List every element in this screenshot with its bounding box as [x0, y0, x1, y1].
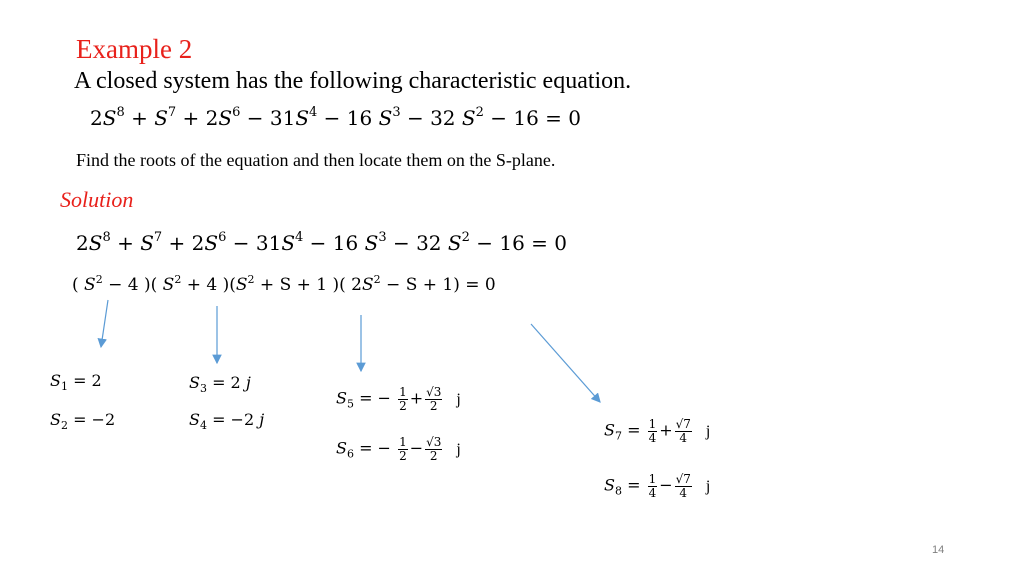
factor-1: ( $S^2 - 4$ ): [72, 273, 151, 295]
root-s3: $S_3 = 2$ j: [189, 373, 251, 395]
slide-title: Example 2: [76, 34, 193, 64]
root-s7: $S_7$ = $\frac{1}{4}$ + $\frac{√7}{4}$ j: [604, 417, 711, 445]
problem-statement: A closed system has the following characteristic equation.: [74, 68, 632, 94]
solution-equation: $2S^8 + S^7 + 2S^6 - 31S^4 - 16$ $S^3 - 32$ $S^2 - 16 = 0$: [76, 230, 568, 255]
root-s2: $S_2 = -2$: [50, 410, 116, 432]
factor-2: ( $S^2 + 4$ ): [150, 273, 230, 295]
factor-3: ($S^2 + S + 1$ ): [229, 273, 340, 295]
arrow-factor-4: [531, 324, 600, 402]
root-s5: $S_5$ = − $\frac{1}{2}$ + $\frac{√3}{2}$ j: [336, 385, 461, 413]
root-s8: $S_8$ = $\frac{1}{4}$ − $\frac{√7}{4}$ j: [604, 472, 711, 500]
solution-label: Solution: [60, 187, 134, 212]
page-number: 14: [932, 544, 945, 556]
root-s1: $S_1 = 2$: [50, 371, 102, 393]
characteristic-equation: $2S^8 + S^7 + 2S^6 - 31S^4 - 16$ $S^3 - 32$ $S^2 - 16 = 0$: [90, 105, 582, 130]
instruction-text: Find the roots of the equation and then locate them on the S-plane.: [76, 150, 556, 170]
root-s4: $S_4 = -2$ j: [189, 410, 265, 432]
root-s6: $S_6$ = − $\frac{1}{2}$ − $\frac{√3}{2}$ j: [336, 435, 461, 463]
arrow-factor-1: [101, 300, 108, 347]
factor-4: ( $2S^2 - S + 1) = 0$: [339, 273, 496, 295]
